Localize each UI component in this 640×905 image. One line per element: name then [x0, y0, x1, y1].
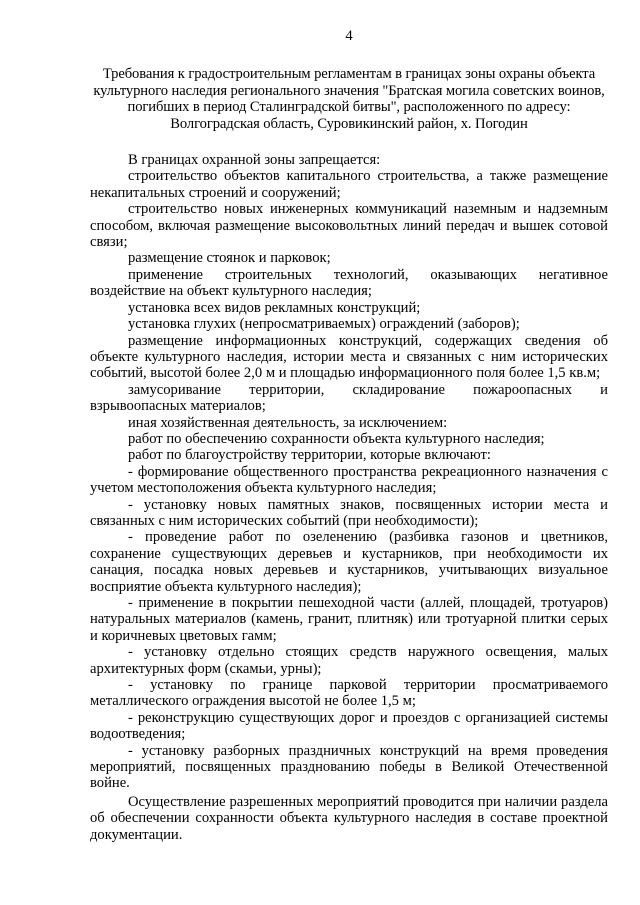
list-item: - реконструкцию существующих дорог и проездов с организацией системы водоотведения; — [90, 709, 608, 743]
list-item: - применение в покрытии пешеходной части (аллей, площадей, тротуаров) натуральных материалов (камень, гранит, плитняк) или тротуарной плитки серых и коричневых цветовых гамм; — [90, 595, 608, 644]
paragraph: установка глухих (непросматриваемых) ограждений (заборов); — [128, 316, 520, 333]
paragraph: замусоривание территории, складирование пожароопасных и взрывоопасных материалов; — [90, 381, 608, 415]
paragraph: установка всех видов рекламных конструкций; — [128, 299, 421, 316]
paragraph: применение строительных технологий, оказывающих негативное воздействие на объект культурного наследия; — [90, 266, 608, 300]
paragraph: работ по обеспечению сохранности объекта культурного наследия; — [128, 430, 545, 447]
paragraph: размещение информационных конструкций, содержащих сведения об объекте культурного наследия, истории места и связанных с ним исторических событий, высотой более 2,0 м и площадью информационного поля более 1,5 кв.м; — [90, 332, 608, 382]
paragraph: иная хозяйственная деятельность, за исключением: — [128, 414, 448, 431]
document-title: Требования к градостроительным регламентам в границах зоны охраны объекта культурного наследия регионального значения "Братская могила советских воинов, погибших в период Сталинградской битвы", расположенного по адресу: Волгоградская область, Суровикинский район, х. Погодин — [93, 66, 605, 132]
list-item: - проведение работ по озеленению (разбивка газонов и цветников, сохранение существующих деревьев и кустарников, при необходимости их санация, посадка новых деревьев и кустарников, учитывающих визуальное восприятие объекта культурного наследия); — [90, 529, 608, 595]
list-item: - установку отдельно стоящих средств наружного освещения, малых архитектурных форм (скамьи, урны); — [90, 644, 608, 677]
page-number: 4 — [345, 28, 353, 44]
paragraph-conclusion: Осуществление разрешенных мероприятий проводится при наличии раздела об обеспечении сохранности объекта культурного наследия в составе проектной документации. — [90, 793, 608, 843]
paragraph: работ по благоустройству территории, которые включают: — [128, 447, 491, 464]
document-body — [90, 152, 608, 843]
list-item: - установку по границе парковой территории просматриваемого металлического ограждения высотой не более 1,5 м; — [90, 677, 608, 710]
paragraph: строительство новых инженерных коммуникаций наземным и надземным способом, включая размещение высоковольтных линий передач и вышек сотовой связи; — [90, 201, 608, 251]
paragraph: размещение стоянок и парковок; — [128, 250, 331, 267]
list-item: - установку разборных праздничных конструкций на время проведения мероприятий, посвященных празднованию победы в Великой Отечественной войне. — [90, 742, 608, 792]
list-item: - формирование общественного пространства рекреационного назначения с учетом местоположения объекта культурного наследия; — [90, 463, 608, 497]
list-item: - установку новых памятных знаков, посвященных истории места и связанных с ним исторических событий (при необходимости); — [90, 496, 608, 529]
document-page — [90, 28, 608, 843]
paragraph-intro: В границах охранной зоны запрещается: — [128, 152, 381, 169]
paragraph: строительство объектов капитального строительства, а также размещение некапитальных строений и сооружений; — [90, 168, 608, 201]
